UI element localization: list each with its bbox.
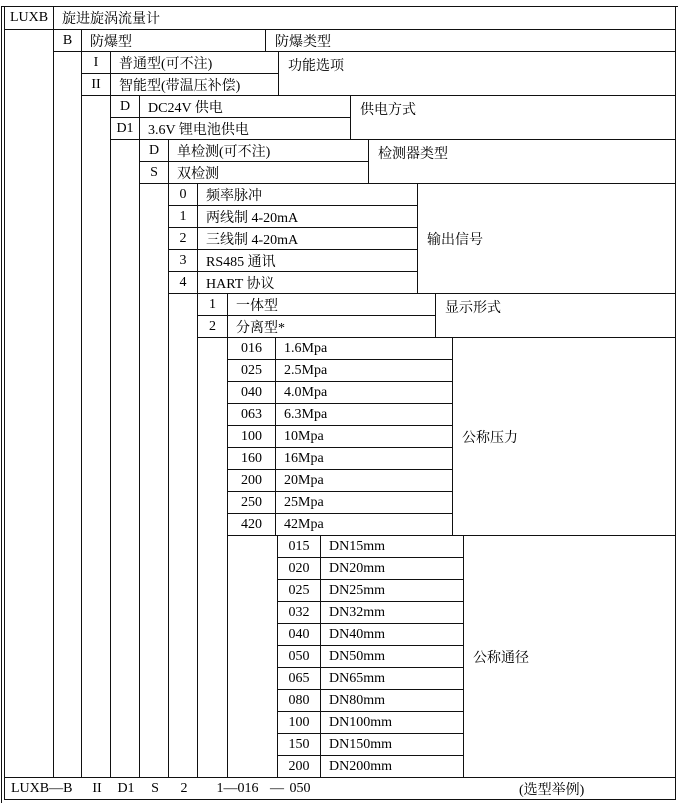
option-desc-cell: 25Mpa (275, 491, 453, 514)
option-code-cell: 100 (227, 425, 276, 448)
example-power-code: D1 (117, 780, 135, 796)
option-desc-cell: 分离型* (227, 315, 436, 338)
product-code-cell: LUXB (4, 6, 54, 30)
option-code-cell: 065 (277, 667, 321, 690)
option-desc-cell: 双检测 (168, 161, 369, 184)
example-function-code: II (92, 780, 102, 796)
option-desc-cell: 普通型(可不注) (110, 51, 279, 74)
example-row (4, 777, 676, 800)
option-code-cell: D1 (110, 117, 140, 140)
option-code-cell: 150 (277, 733, 321, 756)
hierarchy-column (197, 337, 228, 778)
option-desc-cell: DN20mm (320, 557, 464, 580)
option-desc-cell: DN65mm (320, 667, 464, 690)
hierarchy-column (81, 95, 111, 778)
option-code-cell: 015 (277, 535, 321, 558)
option-code-cell: 080 (277, 689, 321, 712)
option-code-cell: 4 (168, 271, 198, 294)
option-desc-cell: 两线制 4-20mA (197, 205, 418, 228)
option-code-cell: I (81, 51, 111, 74)
option-desc-cell: 2.5Mpa (275, 359, 453, 382)
option-desc-cell: 4.0Mpa (275, 381, 453, 404)
option-desc-cell: DN32mm (320, 601, 464, 624)
section-label-display-type: 显示形式 (435, 293, 676, 338)
example-display-pressure-code: 1—016 (216, 780, 259, 796)
section-label-power-supply: 供电方式 (350, 95, 676, 140)
hierarchy-column (4, 29, 54, 778)
option-code-cell: 020 (277, 557, 321, 580)
section-label-output-signal: 输出信号 (417, 183, 676, 294)
option-desc-cell: DN80mm (320, 689, 464, 712)
example-output-code: 2 (180, 780, 188, 796)
option-desc-cell: RS485 通讯 (197, 249, 418, 272)
example-detector-code: S (151, 780, 159, 796)
example-diameter-code: 050 (289, 780, 311, 796)
option-code-cell: 200 (227, 469, 276, 492)
option-desc-cell: 单检测(可不注) (168, 139, 369, 162)
section-label-function: 功能选项 (278, 51, 676, 96)
section-label-nominal-diameter: 公称通径 (463, 535, 676, 778)
option-code-cell: D (110, 95, 140, 118)
option-code-cell: 016 (227, 337, 276, 360)
option-code-cell: 420 (227, 513, 276, 536)
option-code-cell: D (139, 139, 169, 162)
option-desc-cell: 防爆型 (81, 29, 266, 52)
section-label-detector: 检测器类型 (368, 139, 676, 184)
example-dash: — (270, 780, 284, 796)
section-label-explosion-proof: 防爆类型 (265, 29, 676, 52)
option-desc-cell: 智能型(带温压补偿) (110, 73, 279, 96)
hierarchy-column (168, 293, 198, 778)
option-desc-cell: 20Mpa (275, 469, 453, 492)
option-desc-cell: 一体型 (227, 293, 436, 316)
option-code-cell: II (81, 73, 111, 96)
option-code-cell: S (139, 161, 169, 184)
option-code-cell: 200 (277, 755, 321, 778)
option-code-cell: 025 (227, 359, 276, 382)
option-desc-cell: 1.6Mpa (275, 337, 453, 360)
option-desc-cell: DN50mm (320, 645, 464, 668)
option-code-cell: 050 (277, 645, 321, 668)
option-code-cell: 040 (277, 623, 321, 646)
option-code-cell: 2 (168, 227, 198, 250)
option-code-cell: 100 (277, 711, 321, 734)
option-desc-cell: DN200mm (320, 755, 464, 778)
option-desc-cell: DN15mm (320, 535, 464, 558)
hierarchy-column (227, 535, 278, 778)
option-code-cell: B (53, 29, 82, 52)
option-code-cell: 3 (168, 249, 198, 272)
option-code-cell: 025 (277, 579, 321, 602)
option-desc-cell: DN25mm (320, 579, 464, 602)
section-label-nominal-pressure: 公称压力 (452, 337, 676, 536)
option-desc-cell: 三线制 4-20mA (197, 227, 418, 250)
option-desc-cell: DN150mm (320, 733, 464, 756)
option-desc-cell: 6.3Mpa (275, 403, 453, 426)
option-desc-cell: 3.6V 锂电池供电 (139, 117, 351, 140)
option-desc-cell: DN40mm (320, 623, 464, 646)
option-code-cell: 250 (227, 491, 276, 514)
option-code-cell: 160 (227, 447, 276, 470)
option-desc-cell: DN100mm (320, 711, 464, 734)
option-code-cell: 032 (277, 601, 321, 624)
option-desc-cell: 16Mpa (275, 447, 453, 470)
option-desc-cell: HART 协议 (197, 271, 418, 294)
option-code-cell: 0 (168, 183, 198, 206)
option-desc-cell: 频率脉冲 (197, 183, 418, 206)
option-code-cell: 1 (197, 293, 228, 316)
hierarchy-column (53, 51, 82, 778)
option-desc-cell: 10Mpa (275, 425, 453, 448)
product-name-cell: 旋进旋涡流量计 (53, 6, 676, 30)
option-code-cell: 040 (227, 381, 276, 404)
option-desc-cell: 42Mpa (275, 513, 453, 536)
hierarchy-column (139, 183, 169, 778)
option-code-cell: 2 (197, 315, 228, 338)
option-desc-cell: DC24V 供电 (139, 95, 351, 118)
option-code-cell: 1 (168, 205, 198, 228)
example-model: LUXB—B (11, 780, 73, 796)
option-code-cell: 063 (227, 403, 276, 426)
example-note: (选型举例) (519, 782, 585, 798)
hierarchy-column (110, 139, 140, 778)
